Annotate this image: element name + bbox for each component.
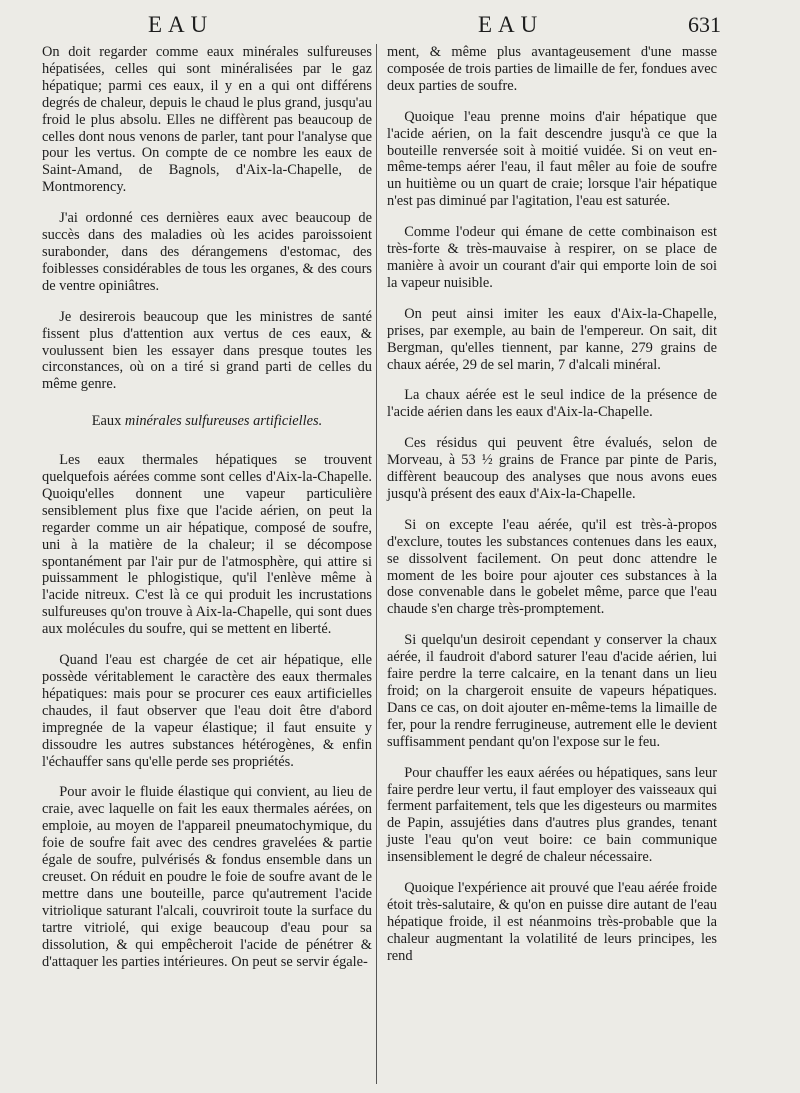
paragraph: Pour chauffer les eaux aérées ou hépatiques, sans leur faire perdre leur vertu, il faut employer des vaisseaux qui ferment parfaitement, tels que les digesteurs ou marmites de Papin, assujéties dans d'autres plus grandes, tenant juste l'eau qu'on veut boire: ce bain communique insensiblement le degré de chaleur nécessaire. [387, 764, 717, 866]
paragraph: Si on excepte l'eau aérée, qu'il est très-à-propos d'exclure, toutes les substances contenues dans les eaux, se dissolvent facilement. On peut donc attendre le moment de les boire pour ajouter ces substances à la dose convenable dans le gobelet même, parce que l'eau chaude s'en charge très-promptement. [387, 516, 717, 618]
right-column [387, 44, 717, 979]
paragraph: Quoique l'eau prenne moins d'air hépatique que l'acide aérien, on la fait descendre jusqu'à ce que la bouteille renversée soit à moitié vuidée. Si on veut en-même-temps aérer l'eau, il faut mêler au foie de soufre un huitième ou un quart de craie; lorsque l'air hépatique n'est pas diminué par l'agitation, l'eau est saturée. [387, 108, 717, 210]
paragraph: Pour avoir le fluide élastique qui convient, au lieu de craie, avec laquelle on fait les eaux thermales aérées, on emploie, au moyen de l'appareil pneumatochymique, du foie de soufre fait avec des cendres gravelées & partie égale de soufre, pulvérisés & fondus ensemble dans un creuset. On réduit en poudre le foie de soufre avant de le mettre dans une bouteille, parce qu'autrement l'acide vitriolique saturant l'alcali, couvriroit toute la surface du tartre vitriolé, qui exige beaucoup d'eau pour sa dissolution, & qui empêcheroit l'acide de pénétrer & d'attaquer les parties intérieures. On peut se servir égale- [42, 784, 372, 970]
paragraph: Les eaux thermales hépatiques se trouvent quelquefois aérées comme sont celles d'Aix-la-Chapelle. Quoiqu'elles donnent une vapeur particulière sensiblement plus fixe que l'acide aérien, on peut la regarder comme un air hépatique, composé de soufre, uni à la matière de la chaleur; il se décompose spontanément par l'air pur de l'atmosphère, qui attire si puissamment le phlogistique, qu'il l'enlève même à l'acide nitreux. C'est là ce qui produit les incrustations sulfureuses qu'on trouve à Aix-la-Chapelle, qui sont dues aux molécules du soufre, qui se mettent en liberté. [42, 452, 372, 638]
paragraph: Quand l'eau est chargée de cet air hépatique, elle possède véritablement le caractère des eaux thermales hépatiques: mais pour se procurer ces eaux artificielles chaudes, il faut observer que l'eau doit être d'abord impregnée de la vapeur élastique; il faut ensuite y dissoudre les autres substances hétérogènes, & enfin l'échauffer sans qu'elle perde ses propriétés. [42, 652, 372, 770]
running-head-right: EAU [478, 12, 544, 37]
running-head-left: EAU [148, 12, 214, 37]
column-rule [376, 44, 377, 1084]
paragraph: J'ai ordonné ces dernières eaux avec beaucoup de succès dans des maladies où les acides paroissoient surabonder, dans des dérangemens d'estomac, des foiblesses considérables de tous les organes, & des cours de ventre opiniâtres. [42, 210, 372, 294]
subheading-word: Eaux [91, 413, 122, 430]
paragraph: Quoique l'expérience ait prouvé que l'eau aérée froide étoit très-salutaire, & qu'on en puisse dire autant de l'eau hépatique froide, il est néanmoins très-probable que la chaleur augmentant la volatilité de leurs principes, les rend [387, 880, 717, 964]
subheading-italic: minérales sulfureuses artificielles. [124, 413, 323, 430]
section-subheading [42, 413, 372, 430]
paragraph: Si quelqu'un desiroit cependant y conserver la chaux aérée, il faudroit d'abord saturer l'eau d'acide aérien, lui faire perdre la terre calcaire, en la tenant dans un lieu froid; on la chargeroit ensuite de vapeurs hépatiques. Dans ce cas, on doit ajouter en-même-tems la limaille de fer, pour la rendre ferrugineuse, autrement elle le devient suffisamment pendant qu'on l'expose sur le feu. [387, 632, 717, 750]
paragraph: ment, & même plus avantageusement d'une masse composée de trois parties de limaille de fer, fondues avec deux parties de soufre. [387, 44, 717, 94]
paragraph: On doit regarder comme eaux minérales sulfureuses hépatisées, celles qui sont minéralisées par le gaz hépatique; parmi ces eaux, il y en a qui ont différens degrés de chaleur, depuis le chaud le plus grand, jusqu'au froid le plus absolu. Elles ne diffèrent pas beaucoup de celles dont nous venons de parler, tant pour l'analyse que pour les vertus. On compte de ce nombre les eaux de Saint-Amand, de Bagnols, d'Aix-la-Chapelle, de Montmorency. [42, 44, 372, 196]
page-number: 631 [688, 12, 721, 37]
paragraph: On peut ainsi imiter les eaux d'Aix-la-Chapelle, prises, par exemple, au bain de l'empereur. On sait, dit Bergman, qu'elles tiennent, par kanne, 279 grains de chaux aérée, 29 de sel marin, 7 d'alcali minéral. [387, 305, 717, 373]
left-column [42, 44, 372, 984]
paragraph: Je desirerois beaucoup que les ministres de santé fissent plus d'attention aux vertus de ces eaux, & voulussent bien les essayer dans presque toutes les circonstances, où on a tiré si grand parti de celles du même genre. [42, 308, 372, 393]
paragraph: Comme l'odeur qui émane de cette combinaison est très-forte & très-mauvaise à respirer, on se place de manière à avoir un courant d'air qui emporte loin de soi la vapeur nuisible. [387, 224, 717, 291]
paragraph: La chaux aérée est le seul indice de la présence de l'acide aérien dans les eaux d'Aix-la-Chapelle. [387, 387, 717, 421]
paragraph: Ces résidus qui peuvent être évalués, selon de Morveau, à 53 ½ grains de France par pinte de Paris, diffèrent beaucoup des analyses que nous avons eues jusqu'à présent des eaux d'Aix-la-Chapelle. [387, 435, 717, 502]
